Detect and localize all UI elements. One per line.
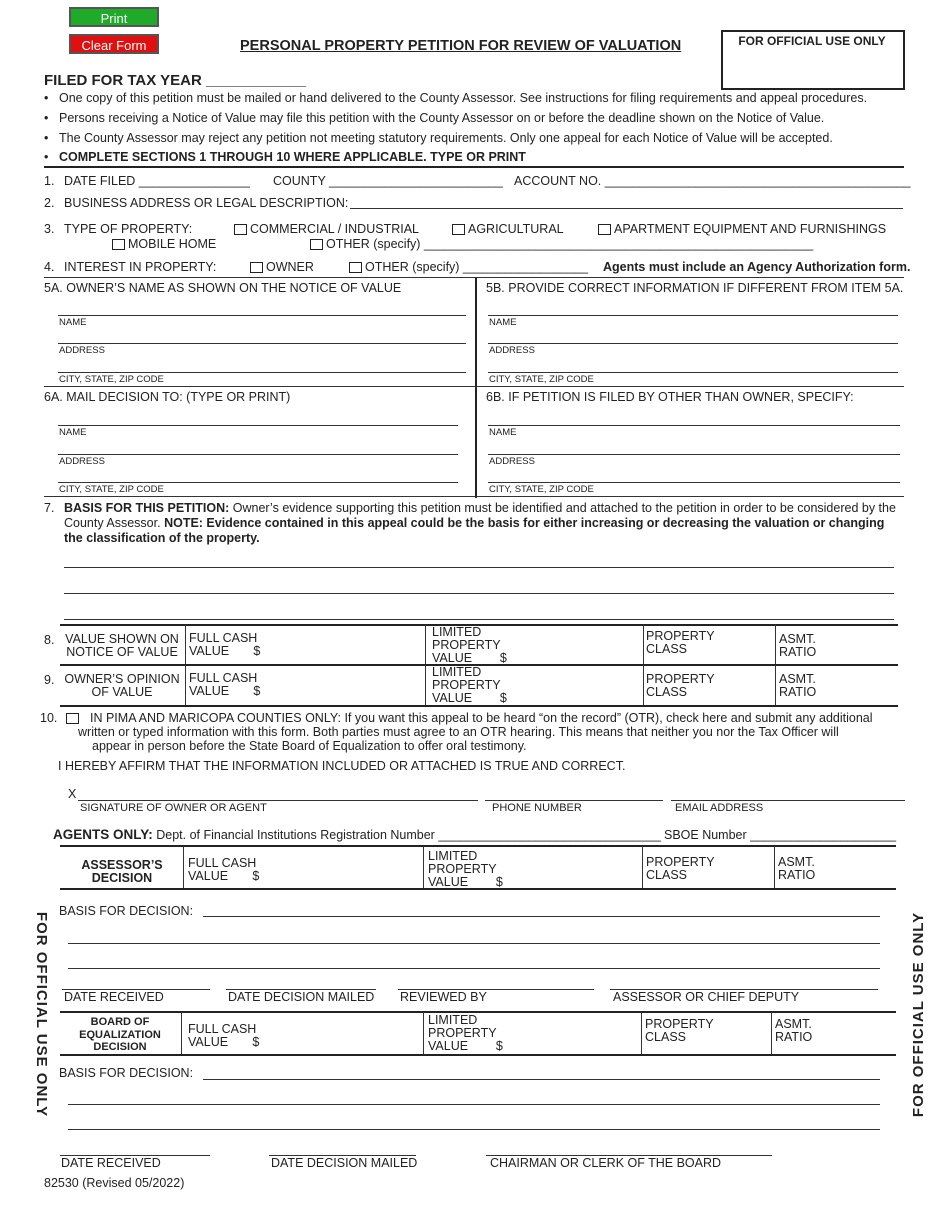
chairman-label: CHAIRMAN OR CLERK OF THE BOARD bbox=[490, 1156, 722, 1170]
checkbox-icon[interactable] bbox=[234, 224, 247, 235]
divider bbox=[44, 277, 904, 278]
commercial-option[interactable]: COMMERCIAL / INDUSTRIAL bbox=[234, 222, 419, 236]
other-interest-option[interactable]: OTHER (specify) __________________ bbox=[349, 260, 588, 274]
address-label: ADDRESS bbox=[59, 456, 105, 467]
cell-divider bbox=[181, 1012, 182, 1054]
table-border bbox=[60, 1054, 896, 1056]
bullet-3: The County Assessor may reject any petition not meeting statutory requirements. Only one appeal for each Notice of Value will be accepted. bbox=[59, 131, 833, 145]
full-cash-value[interactable]: FULL CASH VALUE $ bbox=[189, 671, 261, 698]
assessment-ratio[interactable]: ASMT. RATIO bbox=[779, 672, 817, 699]
chief-deputy-label: ASSESSOR OR CHIEF DEPUTY bbox=[613, 990, 800, 1004]
address-label: ADDRESS bbox=[489, 345, 535, 356]
limited-property-value[interactable]: LIMITED PROPERTY VALUE $ bbox=[432, 625, 507, 665]
basis-for-decision-label: BASIS FOR DECISION: bbox=[59, 904, 194, 918]
reviewed-by-label: REVIEWED BY bbox=[400, 990, 487, 1004]
basis-decision-line[interactable] bbox=[68, 1129, 880, 1130]
city-label: CITY, STATE, ZIP CODE bbox=[59, 484, 164, 495]
table-border bbox=[60, 888, 896, 890]
cell-divider bbox=[774, 846, 775, 888]
section-6a-title: 6A. MAIL DECISION TO: (TYPE OR PRINT) bbox=[44, 390, 291, 404]
city-field[interactable] bbox=[58, 482, 458, 483]
checkbox-icon[interactable] bbox=[598, 224, 611, 235]
date-received-label: DATE RECEIVED bbox=[64, 990, 164, 1004]
agents-only-row[interactable]: AGENTS ONLY: Dept. of Financial Institutions Registration Number ________________________________ bbox=[53, 827, 661, 842]
official-use-label: FOR OFFICIAL USE ONLY bbox=[738, 34, 886, 48]
side-label-right: FOR OFFICIAL USE ONLY bbox=[910, 911, 928, 1118]
basis-line[interactable] bbox=[64, 593, 894, 594]
date-mailed-label: DATE DECISION MAILED bbox=[228, 990, 375, 1004]
cell-divider bbox=[771, 1012, 772, 1054]
board-decision-label: BOARD OF EQUALIZATION DECISION bbox=[79, 1016, 161, 1053]
checkbox-icon[interactable] bbox=[112, 239, 125, 250]
full-cash-value[interactable]: FULL CASH VALUE $ bbox=[189, 631, 261, 658]
basis-line[interactable] bbox=[64, 619, 894, 620]
date-filed-field[interactable]: DATE FILED ________________ bbox=[64, 174, 251, 188]
name-label: NAME bbox=[489, 427, 517, 438]
basis-decision-line[interactable] bbox=[203, 916, 880, 917]
name-label: NAME bbox=[59, 317, 87, 328]
cell-divider bbox=[641, 1012, 642, 1054]
bullet-mark: • bbox=[44, 131, 49, 145]
address-label: ADDRESS bbox=[489, 456, 535, 467]
phone-field[interactable] bbox=[485, 800, 663, 801]
print-button[interactable]: Print bbox=[69, 7, 159, 27]
section-4-num: 4. bbox=[44, 260, 55, 274]
basis-decision-line[interactable] bbox=[68, 943, 880, 944]
phone-label: PHONE NUMBER bbox=[492, 802, 582, 814]
cell-divider bbox=[425, 665, 426, 705]
apartment-option[interactable]: APARTMENT EQUIPMENT AND FURNISHINGS bbox=[598, 222, 886, 236]
name-field[interactable] bbox=[488, 425, 900, 426]
full-cash-value[interactable]: FULL CASH VALUE $ bbox=[188, 1022, 260, 1049]
address-field[interactable] bbox=[58, 343, 466, 344]
business-address-field[interactable] bbox=[350, 208, 903, 209]
city-field[interactable] bbox=[58, 372, 466, 373]
name-field[interactable] bbox=[58, 425, 458, 426]
table-border bbox=[60, 845, 896, 847]
section-5a-title: 5A. OWNER’S NAME AS SHOWN ON THE NOTICE OF VALUE bbox=[44, 281, 402, 295]
property-class[interactable]: PROPERTY CLASS bbox=[646, 672, 715, 699]
assessment-ratio[interactable]: ASMT. RATIO bbox=[779, 632, 817, 659]
otr-text-2: written or typed information with this form. Both parties must agree to an OTR hearing. This means that neither you nor the Tax Officer will bbox=[78, 725, 839, 739]
property-class[interactable]: PROPERTY CLASS bbox=[645, 1017, 714, 1044]
checkbox-icon[interactable] bbox=[250, 262, 263, 273]
city-label: CITY, STATE, ZIP CODE bbox=[489, 484, 594, 495]
agents-note: Agents must include an Agency Authorization form. bbox=[603, 260, 911, 274]
cell-divider bbox=[642, 846, 643, 888]
table-border bbox=[60, 705, 898, 707]
address-field[interactable] bbox=[488, 454, 900, 455]
cell-divider bbox=[425, 624, 426, 664]
basis-decision-line[interactable] bbox=[203, 1079, 880, 1080]
section-3-num: 3. bbox=[44, 222, 55, 236]
section-6b-title: 6B. IF PETITION IS FILED BY OTHER THAN OWNER, SPECIFY: bbox=[486, 390, 854, 404]
otr-checkbox[interactable] bbox=[66, 711, 82, 725]
column-divider bbox=[475, 278, 477, 498]
email-field[interactable] bbox=[671, 800, 905, 801]
basis-line[interactable] bbox=[64, 567, 894, 568]
date-mailed-label: DATE DECISION MAILED bbox=[271, 1156, 418, 1170]
basis-note: County Assessor. NOTE: Evidence contained in this appeal could be the basis for either increasing or decreasing the valuation or changing bbox=[64, 516, 885, 530]
other-property-option[interactable]: OTHER (specify) ________________________________________________________ bbox=[310, 237, 813, 251]
city-field[interactable] bbox=[488, 372, 898, 373]
bullet-mark: • bbox=[44, 150, 49, 164]
basis-decision-line[interactable] bbox=[68, 968, 880, 969]
side-label-left: FOR OFFICIAL USE ONLY bbox=[33, 911, 51, 1118]
cell-divider bbox=[643, 665, 644, 705]
signature-label: SIGNATURE OF OWNER OR AGENT bbox=[80, 802, 267, 814]
bullet-mark: • bbox=[44, 111, 49, 125]
name-label: NAME bbox=[59, 427, 87, 438]
otr-text-3: appear in person before the State Board of Equalization to offer oral testimony. bbox=[92, 739, 527, 753]
property-class[interactable]: PROPERTY CLASS bbox=[646, 629, 715, 656]
bullet-mark: • bbox=[44, 91, 49, 105]
cell-divider bbox=[185, 665, 186, 705]
limited-property-value[interactable]: LIMITED PROPERTY VALUE $ bbox=[428, 1013, 503, 1053]
city-field[interactable] bbox=[488, 482, 900, 483]
section-2-num: 2. bbox=[44, 196, 55, 210]
otr-text-1: IN PIMA AND MARICOPA COUNTIES ONLY: If you want this appeal to be heard “on the record” (OTR), check here and submit any additional bbox=[90, 711, 873, 725]
cell-divider bbox=[423, 1012, 424, 1054]
account-no-field[interactable]: ACCOUNT NO. ____________________________________________ bbox=[514, 174, 911, 188]
assessment-ratio[interactable]: ASMT. RATIO bbox=[778, 855, 816, 882]
owner-opinion-label: OWNER’S OPINION OF VALUE bbox=[64, 672, 180, 699]
checkbox-icon[interactable] bbox=[349, 262, 362, 273]
name-field[interactable] bbox=[58, 315, 466, 316]
divider bbox=[44, 166, 904, 168]
bullet-1: One copy of this petition must be mailed or hand delivered to the County Assessor. See instructions for filing requirements and appeal procedures. bbox=[59, 91, 868, 105]
signature-x: X bbox=[68, 787, 77, 801]
section-1-num: 1. bbox=[44, 174, 55, 188]
signature-field[interactable] bbox=[78, 800, 478, 801]
section-9-num: 9. bbox=[44, 673, 55, 687]
section-7-num: 7. bbox=[44, 501, 55, 515]
cell-divider bbox=[183, 846, 184, 888]
section-5b-title: 5B. PROVIDE CORRECT INFORMATION IF DIFFERENT FROM ITEM 5A. bbox=[486, 281, 904, 295]
section-8-num: 8. bbox=[44, 633, 55, 647]
divider bbox=[44, 496, 904, 497]
form-title: PERSONAL PROPERTY PETITION FOR REVIEW OF VALUATION bbox=[240, 38, 682, 54]
city-label: CITY, STATE, ZIP CODE bbox=[59, 374, 164, 385]
clear-form-button[interactable]: Clear Form bbox=[69, 34, 159, 54]
type-of-property-label: TYPE OF PROPERTY: bbox=[64, 222, 193, 236]
checkbox-icon[interactable] bbox=[310, 239, 323, 250]
limited-property-value[interactable]: LIMITED PROPERTY VALUE $ bbox=[428, 849, 503, 889]
value-shown-label: VALUE SHOWN ON NOTICE OF VALUE bbox=[65, 632, 179, 659]
affirmation: I HEREBY AFFIRM THAT THE INFORMATION INCLUDED OR ATTACHED IS TRUE AND CORRECT. bbox=[58, 759, 626, 773]
cell-divider bbox=[643, 624, 644, 664]
assessor-decision-label: ASSESSOR’S DECISION bbox=[81, 858, 163, 885]
full-cash-value[interactable]: FULL CASH VALUE $ bbox=[188, 856, 260, 883]
bullet-2: Persons receiving a Notice of Value may file this petition with the County Assessor on or before the deadline shown on the Notice of Value. bbox=[59, 111, 825, 125]
checkbox-icon[interactable] bbox=[452, 224, 465, 235]
email-label: EMAIL ADDRESS bbox=[675, 802, 764, 814]
business-address-label: BUSINESS ADDRESS OR LEGAL DESCRIPTION: bbox=[64, 196, 349, 210]
cell-divider bbox=[775, 665, 776, 705]
assessment-ratio[interactable]: ASMT. RATIO bbox=[775, 1017, 813, 1044]
form-number: 82530 (Revised 05/2022) bbox=[44, 1176, 185, 1190]
basis-for-decision-label: BASIS FOR DECISION: bbox=[59, 1066, 194, 1080]
cell-divider bbox=[185, 624, 186, 664]
section-10-num: 10. bbox=[40, 711, 58, 725]
sboe-number-field[interactable]: SBOE Number _____________________ bbox=[664, 828, 897, 842]
basis-for-petition: BASIS FOR THIS PETITION: Owner’s evidence supporting this petition must be identified and attached to the petition in order to be considered by the bbox=[64, 501, 896, 515]
name-label: NAME bbox=[489, 317, 517, 328]
address-label: ADDRESS bbox=[59, 345, 105, 356]
bullet-4: COMPLETE SECTIONS 1 THROUGH 10 WHERE APPLICABLE. TYPE OR PRINT bbox=[59, 150, 526, 164]
cell-divider bbox=[775, 624, 776, 664]
owner-option[interactable]: OWNER bbox=[250, 260, 314, 274]
county-field[interactable]: COUNTY _________________________ bbox=[273, 174, 503, 188]
basis-decision-line[interactable] bbox=[68, 1104, 880, 1105]
property-class[interactable]: PROPERTY CLASS bbox=[646, 855, 715, 882]
address-field[interactable] bbox=[58, 454, 458, 455]
agricultural-option[interactable]: AGRICULTURAL bbox=[452, 222, 564, 236]
tax-year-label[interactable]: FILED FOR TAX YEAR ____________ bbox=[44, 72, 307, 89]
checkbox-icon[interactable] bbox=[66, 713, 79, 724]
mobile-home-option[interactable]: MOBILE HOME bbox=[112, 237, 216, 251]
cell-divider bbox=[423, 846, 424, 888]
divider bbox=[44, 386, 904, 387]
interest-label: INTEREST IN PROPERTY: bbox=[64, 260, 217, 274]
date-received-label: DATE RECEIVED bbox=[61, 1156, 161, 1170]
address-field[interactable] bbox=[488, 343, 898, 344]
limited-property-value[interactable]: LIMITED PROPERTY VALUE $ bbox=[432, 665, 507, 705]
city-label: CITY, STATE, ZIP CODE bbox=[489, 374, 594, 385]
name-field[interactable] bbox=[488, 315, 898, 316]
basis-note-2: the classification of the property. bbox=[64, 531, 260, 545]
